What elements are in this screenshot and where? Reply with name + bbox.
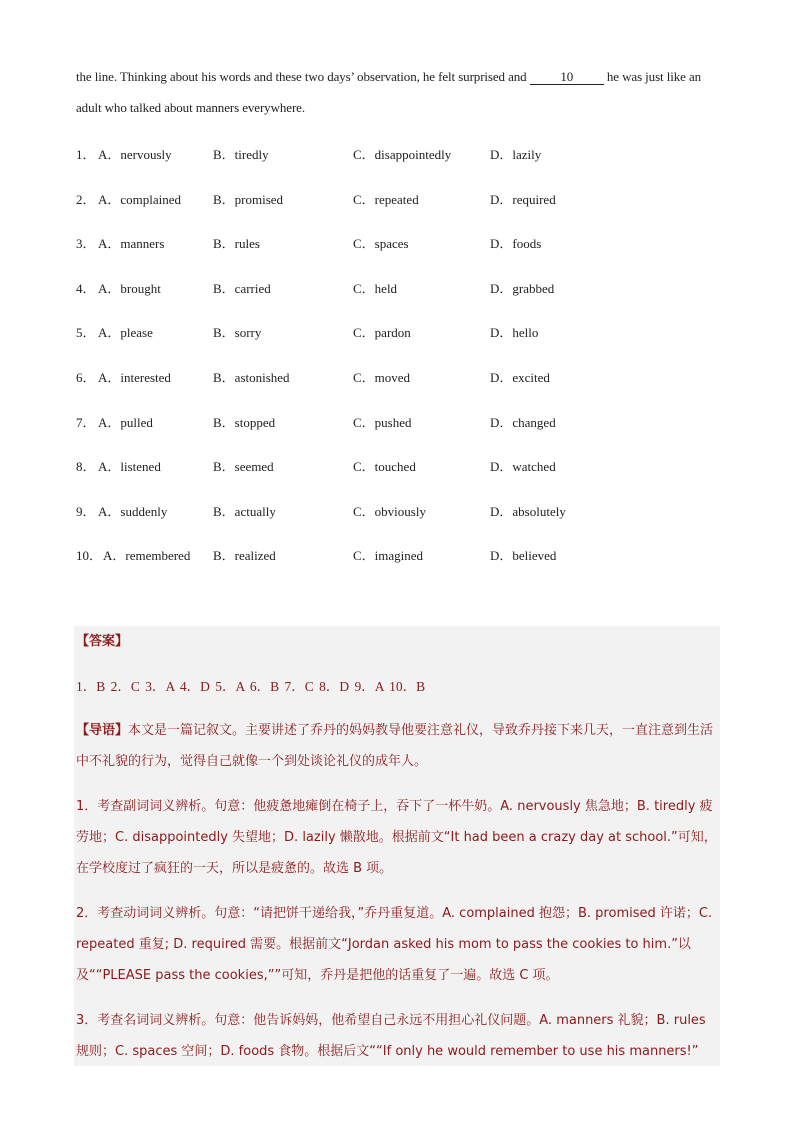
option-a: A．listened — [98, 459, 161, 475]
blank-10: 10 — [530, 70, 604, 85]
option-c: C．spaces — [353, 236, 409, 252]
option-c: C．pushed — [353, 414, 412, 430]
option-d: D．grabbed — [490, 280, 555, 296]
option-c: C．imagined — [353, 548, 424, 564]
explanation-1: 1．考查副词词义辨析。句意：他疲惫地瘫倒在椅子上，吞下了一杯牛奶。A. nervously 焦急地；B. tiredly 疲劳地；C. disappointedly 失望地；D. lazily 懒散地。根据前文“It had been a crazy day at school.”可知，在学校度过了疯狂的一天，所以是疲惫的。故选 B 项。 — [76, 799, 717, 876]
option-d: D．hello — [490, 325, 539, 341]
option-c: C．held — [353, 280, 398, 296]
option-a: A．brought — [98, 280, 161, 296]
question-row-6 — [76, 359, 716, 404]
option-a: A．nervously — [98, 147, 172, 162]
option-c: C．pardon — [353, 325, 411, 341]
intro-text-after: he was just like an adult who talked about manners everywhere. — [76, 69, 702, 115]
question-row-8 — [76, 448, 716, 493]
option-d: D．absolutely — [490, 503, 566, 519]
explanation-3: 3．考查名词词义辨析。句意：他告诉妈妈，他希望自己永远不用担心礼仪问题。A. manners 礼貌；B. rules 规则；C. spaces 空间；D. foods 食物。根据后文““If only he would remember to use his manners!” — [76, 1013, 706, 1059]
option-a: A．please — [98, 325, 153, 341]
question-row-5 — [76, 314, 716, 359]
option-b: B．seemed — [213, 459, 274, 475]
question-row-3 — [76, 225, 716, 270]
option-b: B．actually — [213, 503, 276, 519]
guide-paragraph — [76, 715, 718, 777]
answer-heading — [76, 626, 718, 657]
option-a: A．suddenly — [98, 503, 168, 519]
explanation-2: 2．考查动词词义辨析。句意：“请把饼干递给我，”乔丹重复道。A. complained 抱怨；B. promised 许诺；C. repeated 重复; D. required 需要。根据前文“Jordan asked his mom to pass the cookies to him.”以及““PLEASE pass the cookies,””可知，乔丹是把他的话重复了一遍。故选 C 项。 — [76, 906, 713, 983]
option-a: A．pulled — [98, 414, 153, 430]
intro-paragraph — [76, 61, 718, 123]
option-b: B．realized — [213, 548, 276, 564]
question-row-10 — [76, 537, 716, 582]
option-d: D．changed — [490, 414, 556, 430]
question-number: 8． — [76, 459, 96, 475]
guide-label: 【导语】 — [76, 723, 129, 738]
intro-text-before: the line. Thinking about his words and these two days’ observation, he felt surprised and — [76, 69, 530, 84]
option-c: C．touched — [353, 459, 416, 475]
option-b: B．astonished — [213, 369, 290, 385]
option-c: C．disappointedly — [353, 147, 452, 162]
answer-section — [74, 626, 720, 1066]
question-number: 6． — [76, 369, 96, 385]
option-c: C．moved — [353, 369, 411, 385]
question-list — [76, 136, 716, 582]
option-b: B．sorry — [213, 325, 262, 341]
option-d: D．required — [490, 191, 556, 207]
question-number: 7． — [76, 414, 96, 430]
question-row-2 — [76, 181, 716, 226]
option-b: B．rules — [213, 236, 260, 252]
question-row-9 — [76, 493, 716, 538]
option-d: D．foods — [490, 236, 542, 252]
question-number: 2． — [76, 191, 96, 207]
option-b: B．stopped — [213, 414, 276, 430]
question-row-7 — [76, 404, 716, 449]
question-number: 3． — [76, 236, 96, 252]
option-c: C．repeated — [353, 191, 419, 207]
option-a: A．manners — [98, 236, 165, 252]
option-b: B．promised — [213, 191, 284, 207]
option-d: D．excited — [490, 369, 550, 385]
question-number: 9． — [76, 503, 96, 519]
question-number: 5． — [76, 325, 96, 341]
option-a: A．interested — [98, 369, 171, 385]
answer-keys: 1．B 2．C 3．A 4．D 5．A 6．B 7．C 8．D 9．A 10．B — [76, 679, 426, 694]
question-row-1 — [76, 136, 716, 181]
guide-text: 本文是一篇记叙文。主要讲述了乔丹的妈妈教导他要注意礼仪，导致乔丹接下来几天，一直注意到生活中不礼貌的行为，觉得自己就像一个到处谈论礼仪的成年人。 — [76, 723, 714, 769]
answer-label: 【答案】 — [76, 634, 129, 649]
question-number: 1． — [76, 147, 96, 162]
option-b: B．tiredly — [213, 147, 269, 162]
option-c: C．obviously — [353, 503, 426, 519]
option-d: D．watched — [490, 459, 556, 475]
option-b: B．carried — [213, 280, 271, 296]
option-d: D．lazily — [490, 147, 542, 162]
question-row-4 — [76, 270, 716, 315]
option-a: A．complained — [98, 191, 182, 207]
question-number: 10． — [76, 548, 103, 564]
question-number: 4． — [76, 280, 96, 296]
option-d: D．believed — [490, 548, 557, 564]
option-a: A．remembered — [103, 548, 191, 564]
